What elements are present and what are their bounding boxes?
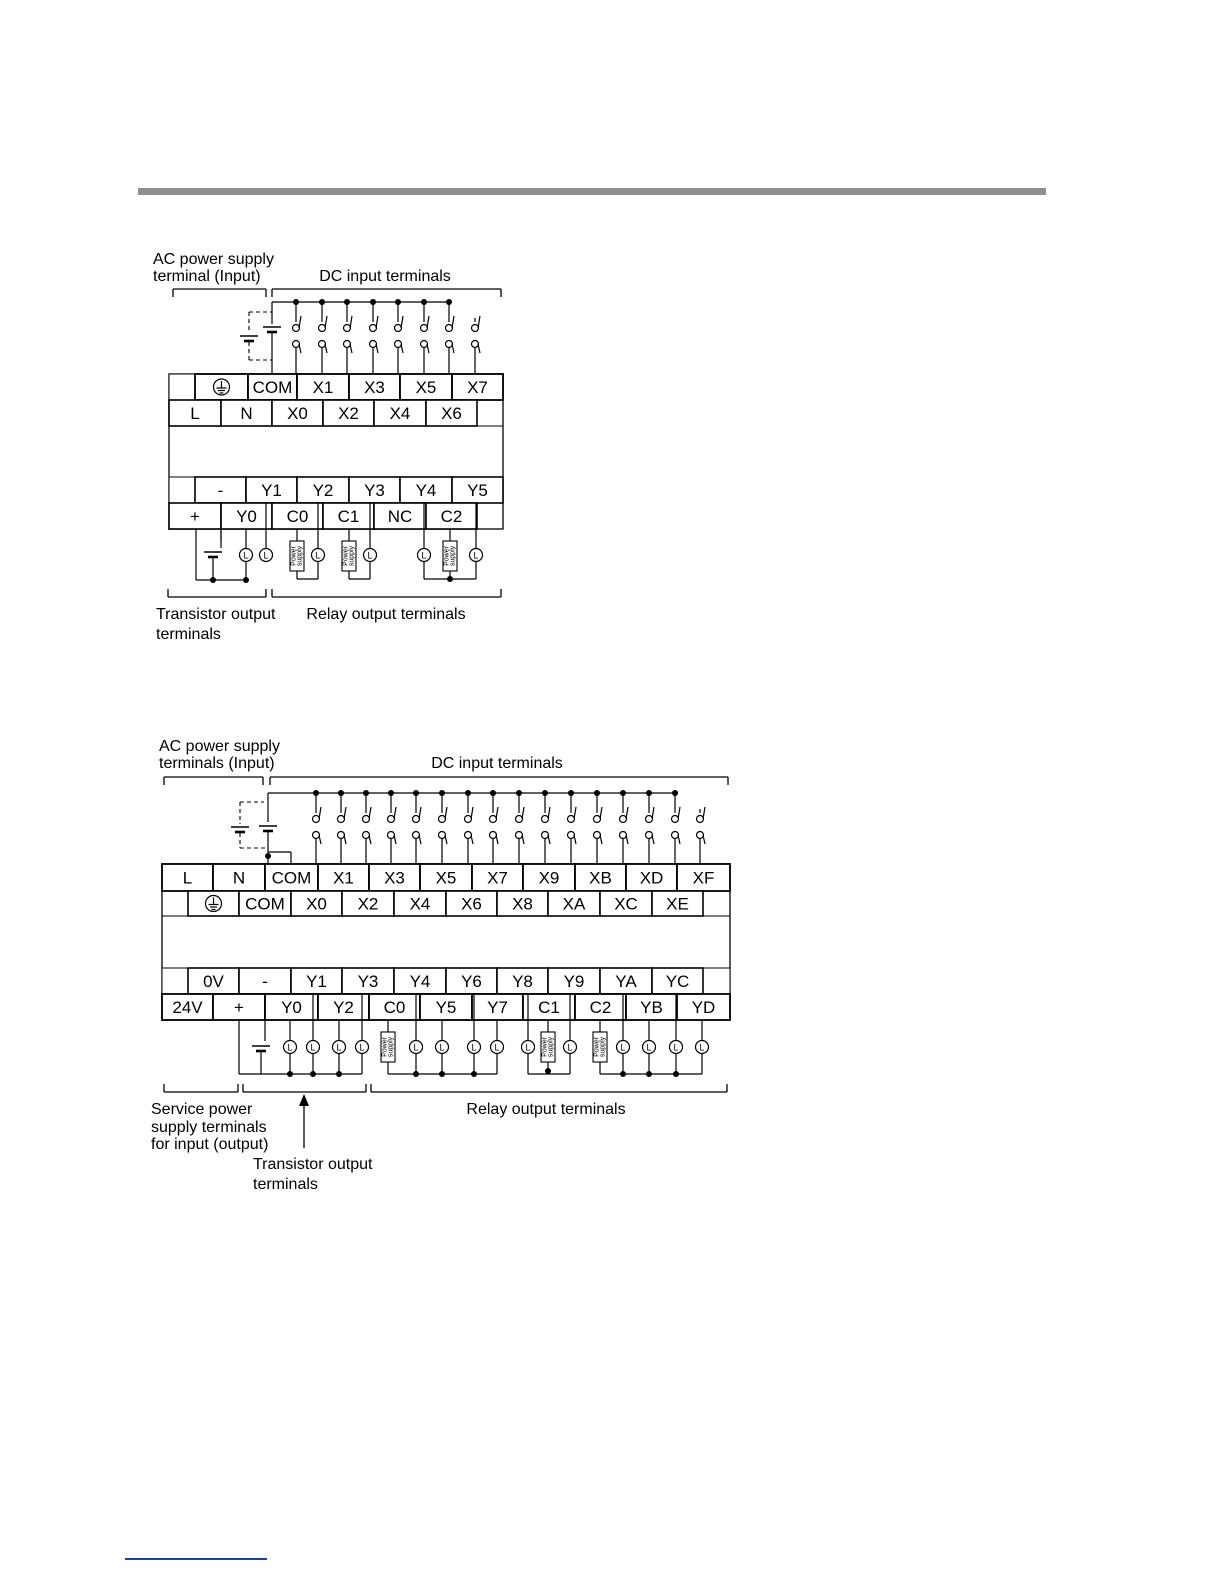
switch-contact xyxy=(620,832,627,839)
junction-dot xyxy=(471,1071,477,1077)
load-label: L xyxy=(315,550,321,561)
switch-contact xyxy=(446,325,453,332)
switch-contact xyxy=(344,341,351,348)
switch-contact xyxy=(446,341,453,348)
switch-contact xyxy=(395,325,402,332)
output-terminal: Y5 xyxy=(467,481,488,500)
switch-contact xyxy=(338,816,345,823)
input-terminal: X1 xyxy=(333,868,354,888)
output-terminal: C2 xyxy=(440,507,463,526)
switch-contact xyxy=(672,816,679,823)
load-label: L xyxy=(310,1042,316,1053)
load-label: L xyxy=(413,1042,419,1053)
service-power-label: supply terminals xyxy=(151,1119,267,1136)
wire xyxy=(600,835,602,844)
input-terminal: X3 xyxy=(384,868,405,888)
relay-output-label: Relay output terminals xyxy=(306,606,466,623)
diagram-1 xyxy=(153,251,503,643)
switch-contact xyxy=(465,832,472,839)
junction-dot xyxy=(243,577,249,583)
wire xyxy=(419,835,421,844)
dc-input-label: DC input terminals xyxy=(319,268,451,285)
switch-contact xyxy=(344,325,351,332)
switch-contact xyxy=(516,832,523,839)
input-terminal: COM xyxy=(245,894,285,914)
power-supply-label: Power xyxy=(443,546,451,566)
junction-dot xyxy=(545,1068,551,1074)
load-label: L xyxy=(287,1042,293,1053)
switch-contact xyxy=(319,341,326,348)
power-supply-label: supply xyxy=(449,545,457,567)
output-terminal: Y2 xyxy=(333,998,354,1017)
wire xyxy=(401,344,403,353)
wire xyxy=(452,344,454,353)
switch-contact xyxy=(363,816,370,823)
power-supply-box xyxy=(290,541,304,571)
ac-power-label: AC power supply xyxy=(153,251,274,268)
wire xyxy=(401,316,403,328)
power-supply-box xyxy=(342,541,356,571)
wire xyxy=(344,835,346,844)
output-terminal: YC xyxy=(665,972,690,991)
blank-cell xyxy=(703,968,730,994)
power-supply-box xyxy=(593,1032,607,1062)
input-terminal: XC xyxy=(614,894,638,914)
output-terminal: Y1 xyxy=(261,481,282,500)
input-terminal: X6 xyxy=(461,894,482,914)
load-label: L xyxy=(673,1042,679,1053)
switch-contact xyxy=(421,325,428,332)
wire xyxy=(394,835,396,844)
switch-contact xyxy=(672,832,679,839)
junction-dot xyxy=(336,1071,342,1077)
load-label: L xyxy=(421,550,427,561)
output-terminal: Y1 xyxy=(306,972,327,991)
load-label: L xyxy=(646,1042,652,1053)
input-terminal: COM xyxy=(271,868,312,888)
wire xyxy=(369,835,371,844)
switch-contact xyxy=(313,832,320,839)
wire xyxy=(548,835,550,844)
switch-contact xyxy=(439,816,446,823)
load-label: L xyxy=(620,1042,626,1053)
power-supply-box xyxy=(541,1032,555,1062)
input-terminal: X2 xyxy=(338,404,359,423)
input-terminal: X0 xyxy=(306,894,327,914)
wire xyxy=(452,316,454,328)
power-supply-label: Power xyxy=(342,546,350,566)
input-terminal: X5 xyxy=(435,868,457,888)
dc-input-label: DC input terminals xyxy=(431,755,563,772)
input-terminal: XE xyxy=(666,894,689,914)
wire xyxy=(376,344,378,353)
output-terminal: C1 xyxy=(538,998,560,1017)
switch-contact xyxy=(313,816,320,823)
input-terminal: XD xyxy=(639,868,664,888)
switch-contact xyxy=(421,341,428,348)
output-terminal: Y8 xyxy=(512,972,533,991)
wire xyxy=(325,344,327,353)
switch-contact xyxy=(363,832,370,839)
diagram-2 xyxy=(151,738,730,1193)
input-terminal: COM xyxy=(252,378,293,397)
input-terminal: X9 xyxy=(538,868,560,888)
wire xyxy=(299,344,301,353)
switch-contact xyxy=(516,816,523,823)
output-terminal: Y4 xyxy=(415,481,437,500)
switch-contact xyxy=(568,832,575,839)
output-terminal: Y3 xyxy=(364,481,385,500)
input-terminal: XA xyxy=(562,894,586,914)
blank-cell xyxy=(162,968,188,994)
wire xyxy=(548,807,550,819)
input-terminal: X1 xyxy=(312,378,334,397)
power-supply-label: supply xyxy=(547,1036,555,1058)
switch-contact xyxy=(697,832,704,839)
input-terminal: XB xyxy=(589,868,612,888)
load-label: L xyxy=(494,1042,500,1053)
input-terminal: X3 xyxy=(364,378,385,397)
output-terminal: - xyxy=(217,481,224,500)
wire xyxy=(574,835,576,844)
switch-contact xyxy=(388,832,395,839)
switch-contact xyxy=(646,832,653,839)
wire xyxy=(445,835,447,844)
input-terminal: XF xyxy=(692,868,715,888)
input-terminal: N xyxy=(240,404,253,423)
switch-contact xyxy=(413,816,420,823)
switch-contact xyxy=(439,832,446,839)
junction-dot xyxy=(673,1071,679,1077)
power-supply-label: supply xyxy=(296,545,304,567)
junction-dot xyxy=(646,1071,652,1077)
arrow-head xyxy=(299,1094,309,1106)
wire xyxy=(522,807,524,819)
wire xyxy=(678,835,680,844)
output-terminal: Y0 xyxy=(236,507,257,526)
output-terminal: + xyxy=(234,998,244,1017)
output-terminal: C0 xyxy=(286,507,309,526)
switch-contact xyxy=(620,816,627,823)
load-label: L xyxy=(263,550,269,561)
switch-contact xyxy=(370,325,377,332)
wire xyxy=(600,807,602,819)
wire xyxy=(522,835,524,844)
ac-power-label: AC power supply xyxy=(159,738,280,755)
wire xyxy=(496,835,498,844)
junction-dot xyxy=(620,1071,626,1077)
switch-contact xyxy=(594,816,601,823)
power-supply-label: supply xyxy=(348,545,356,567)
input-terminal: L xyxy=(182,868,193,888)
power-supply-box xyxy=(443,541,457,571)
output-terminal: Y3 xyxy=(357,972,379,991)
output-terminal: Y6 xyxy=(461,972,482,991)
switch-contact xyxy=(594,832,601,839)
output-terminal: Y7 xyxy=(487,998,508,1017)
input-terminal: X0 xyxy=(287,404,308,423)
switch-contact xyxy=(413,832,420,839)
wire xyxy=(319,807,321,819)
input-terminal: X5 xyxy=(415,378,437,397)
input-terminal: N xyxy=(232,868,246,888)
output-terminal: + xyxy=(190,507,200,526)
switch-contact xyxy=(472,325,479,332)
switch-contact xyxy=(568,816,575,823)
switch-contact xyxy=(338,832,345,839)
input-terminal: X4 xyxy=(409,894,431,914)
power-supply-box xyxy=(381,1032,395,1062)
wire xyxy=(496,807,498,819)
wire xyxy=(626,807,628,819)
input-terminal-cell xyxy=(169,374,195,400)
switch-contact xyxy=(490,816,497,823)
power-supply-label: Power xyxy=(290,546,298,566)
blank-cell xyxy=(169,477,195,503)
load-label: L xyxy=(359,1042,365,1053)
input-terminal: X8 xyxy=(512,894,533,914)
input-terminal: X7 xyxy=(487,868,508,888)
switch-contact xyxy=(472,341,479,348)
output-terminal: C2 xyxy=(589,998,612,1017)
wire xyxy=(319,835,321,844)
load-label: L xyxy=(336,1042,342,1053)
input-terminal: L xyxy=(190,404,200,423)
switch-contact xyxy=(697,816,704,823)
wire xyxy=(678,807,680,819)
output-terminal: Y0 xyxy=(281,998,302,1017)
input-terminal: X2 xyxy=(357,894,379,914)
switch-contact xyxy=(465,816,472,823)
transistor-output-label: terminals xyxy=(253,1176,318,1193)
transistor-output-label: Transistor output xyxy=(156,606,276,623)
output-terminal: 24V xyxy=(172,998,203,1017)
wire xyxy=(703,807,705,819)
output-terminal: YD xyxy=(691,998,716,1017)
wire xyxy=(471,835,473,844)
switch-contact xyxy=(542,832,549,839)
wire xyxy=(376,316,378,328)
output-terminal: YB xyxy=(640,998,663,1017)
wire xyxy=(419,807,421,819)
power-supply-label: supply xyxy=(599,1036,607,1058)
wire xyxy=(471,807,473,819)
output-terminal: Y2 xyxy=(312,481,334,500)
relay-output-label: Relay output terminals xyxy=(466,1101,626,1118)
load-label: L xyxy=(471,1042,477,1053)
output-terminal: C0 xyxy=(383,998,406,1017)
wire xyxy=(350,316,352,328)
wire xyxy=(427,344,429,353)
transistor-output-label: terminals xyxy=(156,626,221,643)
switch-contact xyxy=(490,832,497,839)
wire xyxy=(445,807,447,819)
output-terminal: YA xyxy=(615,972,637,991)
power-supply-label: supply xyxy=(387,1036,395,1058)
power-supply-label: Power xyxy=(381,1037,389,1057)
ac-power-label: terminal (Input) xyxy=(153,268,261,285)
output-terminal: Y5 xyxy=(435,998,457,1017)
wire xyxy=(703,835,705,844)
ac-power-label: terminals (Input) xyxy=(159,755,275,772)
load-label: L xyxy=(243,550,249,561)
switch-contact xyxy=(395,341,402,348)
wire xyxy=(652,807,654,819)
output-terminal: NC xyxy=(387,507,413,526)
wire xyxy=(427,316,429,328)
wire xyxy=(369,807,371,819)
input-terminal: X7 xyxy=(467,378,488,397)
switch-contact xyxy=(542,816,549,823)
wire xyxy=(394,807,396,819)
load-label: L xyxy=(699,1042,705,1053)
power-supply-label: Power xyxy=(593,1037,601,1057)
wire xyxy=(344,807,346,819)
output-terminal: - xyxy=(262,972,268,991)
wire xyxy=(478,344,480,353)
junction-dot xyxy=(265,853,271,859)
load-label: L xyxy=(439,1042,445,1053)
wire xyxy=(626,835,628,844)
load-label: L xyxy=(525,1042,531,1053)
output-terminal: C1 xyxy=(337,507,360,526)
switch-contact xyxy=(293,325,300,332)
wire xyxy=(299,316,301,328)
service-power-label: for input (output) xyxy=(151,1136,269,1153)
output-terminal: 0V xyxy=(203,972,224,991)
load-label: L xyxy=(567,1042,573,1053)
load-label: L xyxy=(367,550,373,561)
wire xyxy=(478,316,480,328)
switch-contact xyxy=(319,325,326,332)
wire xyxy=(652,835,654,844)
switch-contact xyxy=(646,816,653,823)
junction-dot xyxy=(439,1071,445,1077)
output-terminal: Y9 xyxy=(563,972,585,991)
output-terminal: Y4 xyxy=(409,972,431,991)
junction-dot xyxy=(210,577,216,583)
wire xyxy=(325,316,327,328)
switch-contact xyxy=(370,341,377,348)
transistor-output-label: Transistor output xyxy=(253,1156,373,1173)
junction-dot xyxy=(310,1071,316,1077)
switch-contact xyxy=(293,341,300,348)
power-supply-label: Power xyxy=(541,1037,549,1057)
switch-contact xyxy=(388,816,395,823)
junction-dot xyxy=(287,1071,293,1077)
wire xyxy=(574,807,576,819)
input-terminal: X6 xyxy=(441,404,462,423)
input-terminal: X4 xyxy=(389,404,411,423)
service-power-label: Service power xyxy=(151,1101,253,1118)
wire xyxy=(350,344,352,353)
junction-dot xyxy=(413,1071,419,1077)
load-label: L xyxy=(473,550,479,561)
